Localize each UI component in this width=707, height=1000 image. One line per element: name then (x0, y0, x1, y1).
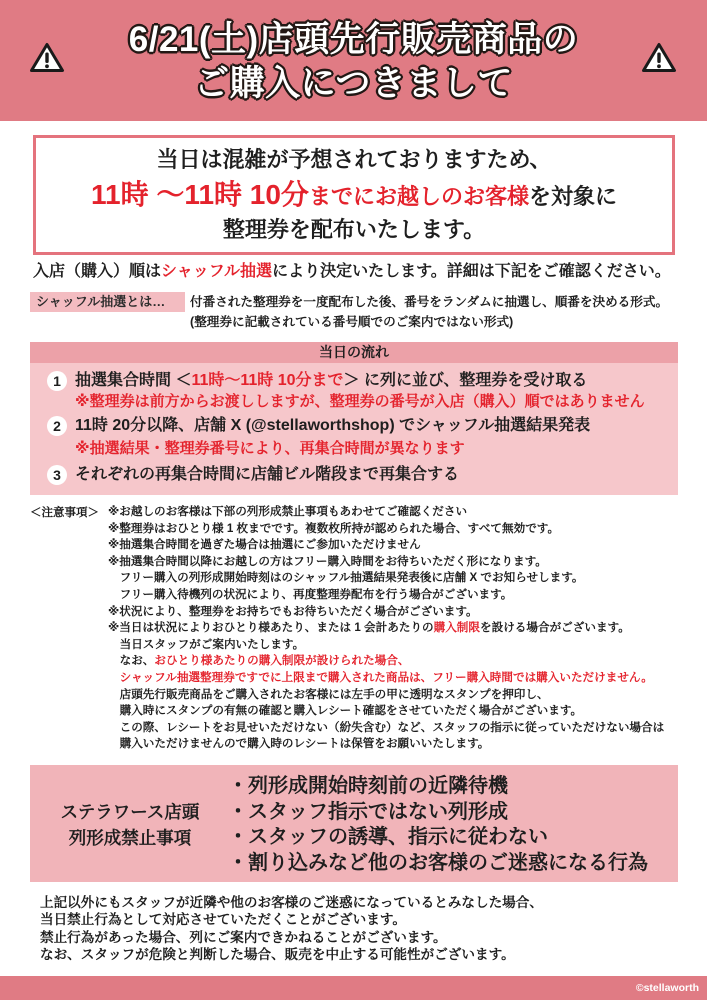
prohibited-item: ・スタッフの誘導、指示に従わない (228, 826, 548, 849)
step-text: それぞれの再集合時間に店舗ビル階段まで再集合する (75, 466, 460, 483)
shuffle-definition-label: シャッフル抽選とは… (30, 292, 185, 312)
page-title-line2: ご購入につきまして (194, 64, 513, 103)
prohibited-list (228, 774, 648, 877)
note-text: ※当日は状況によりおひとり様あたり、または 1 会計あたりの (108, 621, 434, 635)
prohibited-title-line1: ステラワース店頭 (60, 802, 200, 822)
note-line: 店頭先行販売商品をご購入されたお客様には左手の甲に透明なスタンプを押印し、 (119, 687, 549, 701)
note-warning-highlight: おひとり様あたりの購入制限が設けられた場合、 (154, 654, 410, 668)
prohibited-title (30, 799, 230, 851)
shuffle-definition-note: (整理券に記載されている番号順でのご案内ではない形式) (190, 315, 514, 329)
prohibited-item: ・スタッフ指示ではない列形成 (228, 800, 508, 823)
footer-banner (0, 976, 707, 1000)
distribution-time-range: 11時 〜11時 10分 (91, 179, 309, 210)
note-line: フリー購入の列形成開始時刻はのシャッフル抽選結果発表後に店舗 X でお知らせします。 (119, 571, 584, 585)
step-number-badge: 2 (47, 416, 67, 436)
note-text: なお、 (119, 654, 155, 668)
note-line (108, 653, 664, 670)
note-line: フリー購入待機列の状況により、再度整理券配布を行う場合がございます。 (119, 587, 513, 601)
step-text-suffix: ＞ に列に並び、整理券を受け取る (343, 372, 588, 389)
entry-order-highlight: シャッフル抽選 (161, 263, 273, 280)
prohibited-actions-box (30, 765, 678, 882)
step-note: ※抽選結果・整理券番号により、再集合時間が異なります (75, 440, 465, 457)
notice-box (33, 135, 675, 255)
note-line: 購入いただけませんので購入時のレシートは保管をお願いいたします。 (119, 737, 490, 751)
closing-line: 禁止行為があった場合、列にご案内できかねることがございます。 (40, 929, 447, 945)
step-text: 11時 20分以降、店舗 X (@stellaworthshop) でシャッフル抽選結果発表 (75, 417, 591, 434)
entry-order-text (33, 262, 671, 282)
notice-line-target (36, 176, 672, 216)
notice-target-highlight: までにお越しのお客様 (308, 184, 529, 209)
page-title-line1: 6/21(土)店頭先行販売商品の (128, 20, 579, 59)
closing-paragraph (40, 894, 543, 963)
prohibited-title-line2: 列形成禁止事項 (68, 828, 192, 848)
step-text-prefix: 抽選集合時間 ＜ (75, 372, 192, 389)
closing-line: 当日禁止行為として対応させていただくことがございます。 (40, 912, 406, 928)
note-line: ※整理券はおひとり様 1 枚までです。複数枚所持が認められた場合、すべて無効です。 (108, 521, 560, 535)
notes-list (108, 504, 664, 753)
prohibited-item: ・列形成開始時刻前の近隣待機 (228, 775, 508, 797)
entry-order-suffix: により決定いたします。詳細は下記をご確認ください。 (272, 263, 671, 280)
day-flow-section (30, 342, 678, 495)
copyright-text: ©stellaworth (635, 982, 699, 994)
header-banner (0, 0, 707, 121)
prohibited-item: ・割り込みなど他のお客様のご迷惑になる行為 (228, 852, 648, 875)
note-line: 当日スタッフがご案内いたします。 (119, 637, 305, 651)
step-text (75, 370, 587, 392)
notes-label: ＜注意事項＞ (30, 507, 99, 519)
note-line: 購入時にスタンプの有無の確認と購入レシート確認をさせていただく場合がございます。 (119, 704, 583, 718)
note-line (108, 620, 664, 637)
shuffle-definition-text: 付番された整理券を一度配布した後、番号をランダムに抽選し、順番を決める形式。 (190, 295, 669, 309)
step-note: ※整理券は前方からお渡ししますが、整理券の番号が入店（購入）順ではありません (75, 393, 645, 410)
note-text: を設ける場合がございます。 (480, 621, 630, 635)
note-line: ※抽選集合時間を過ぎた場合は抽選にご参加いただけません (108, 538, 421, 552)
entry-order-prefix: 入店（購入）順は (33, 263, 162, 280)
note-line: ※お越しのお客様は下部の列形成禁止事項もあわせてご確認ください (108, 505, 468, 518)
note-line: この際、レシートをお見せいただけない（紛失含む）など、スタッフの指示に従っていただけない場合は (119, 720, 665, 734)
note-line: ※状況により、整理券をお持ちでもお待ちいただく場合がございます。 (108, 604, 478, 618)
notice-line-congestion: 当日は混雑が予想されておりますため、 (156, 147, 552, 172)
closing-line: 上記以外にもスタッフが近隣や他のお客様のご迷惑になっているとみなした場合、 (40, 895, 543, 910)
notice-target-suffix: を対象に (528, 184, 617, 209)
notice-line-distribution: 整理券を配布いたします。 (222, 217, 486, 242)
step-number-badge: 3 (47, 465, 67, 485)
note-warning-line: シャッフル抽選整理券ですでに上限まで購入された商品は、フリー購入時間では購入いただけません。 (119, 670, 653, 684)
purchase-limit-highlight: 購入制限 (433, 621, 480, 635)
note-line: ※抽選集合時間以降にお越しの方はフリー購入時間をお待ちいただく形になります。 (108, 554, 547, 568)
step-number-badge: 1 (47, 371, 67, 391)
step-time-highlight: 11時〜11時 10分まで (191, 372, 344, 389)
closing-line: なお、スタッフが危険と判断した場合、販売を中止する可能性がございます。 (40, 946, 515, 962)
day-flow-heading: 当日の流れ (30, 342, 678, 363)
warning-icon (641, 41, 677, 74)
